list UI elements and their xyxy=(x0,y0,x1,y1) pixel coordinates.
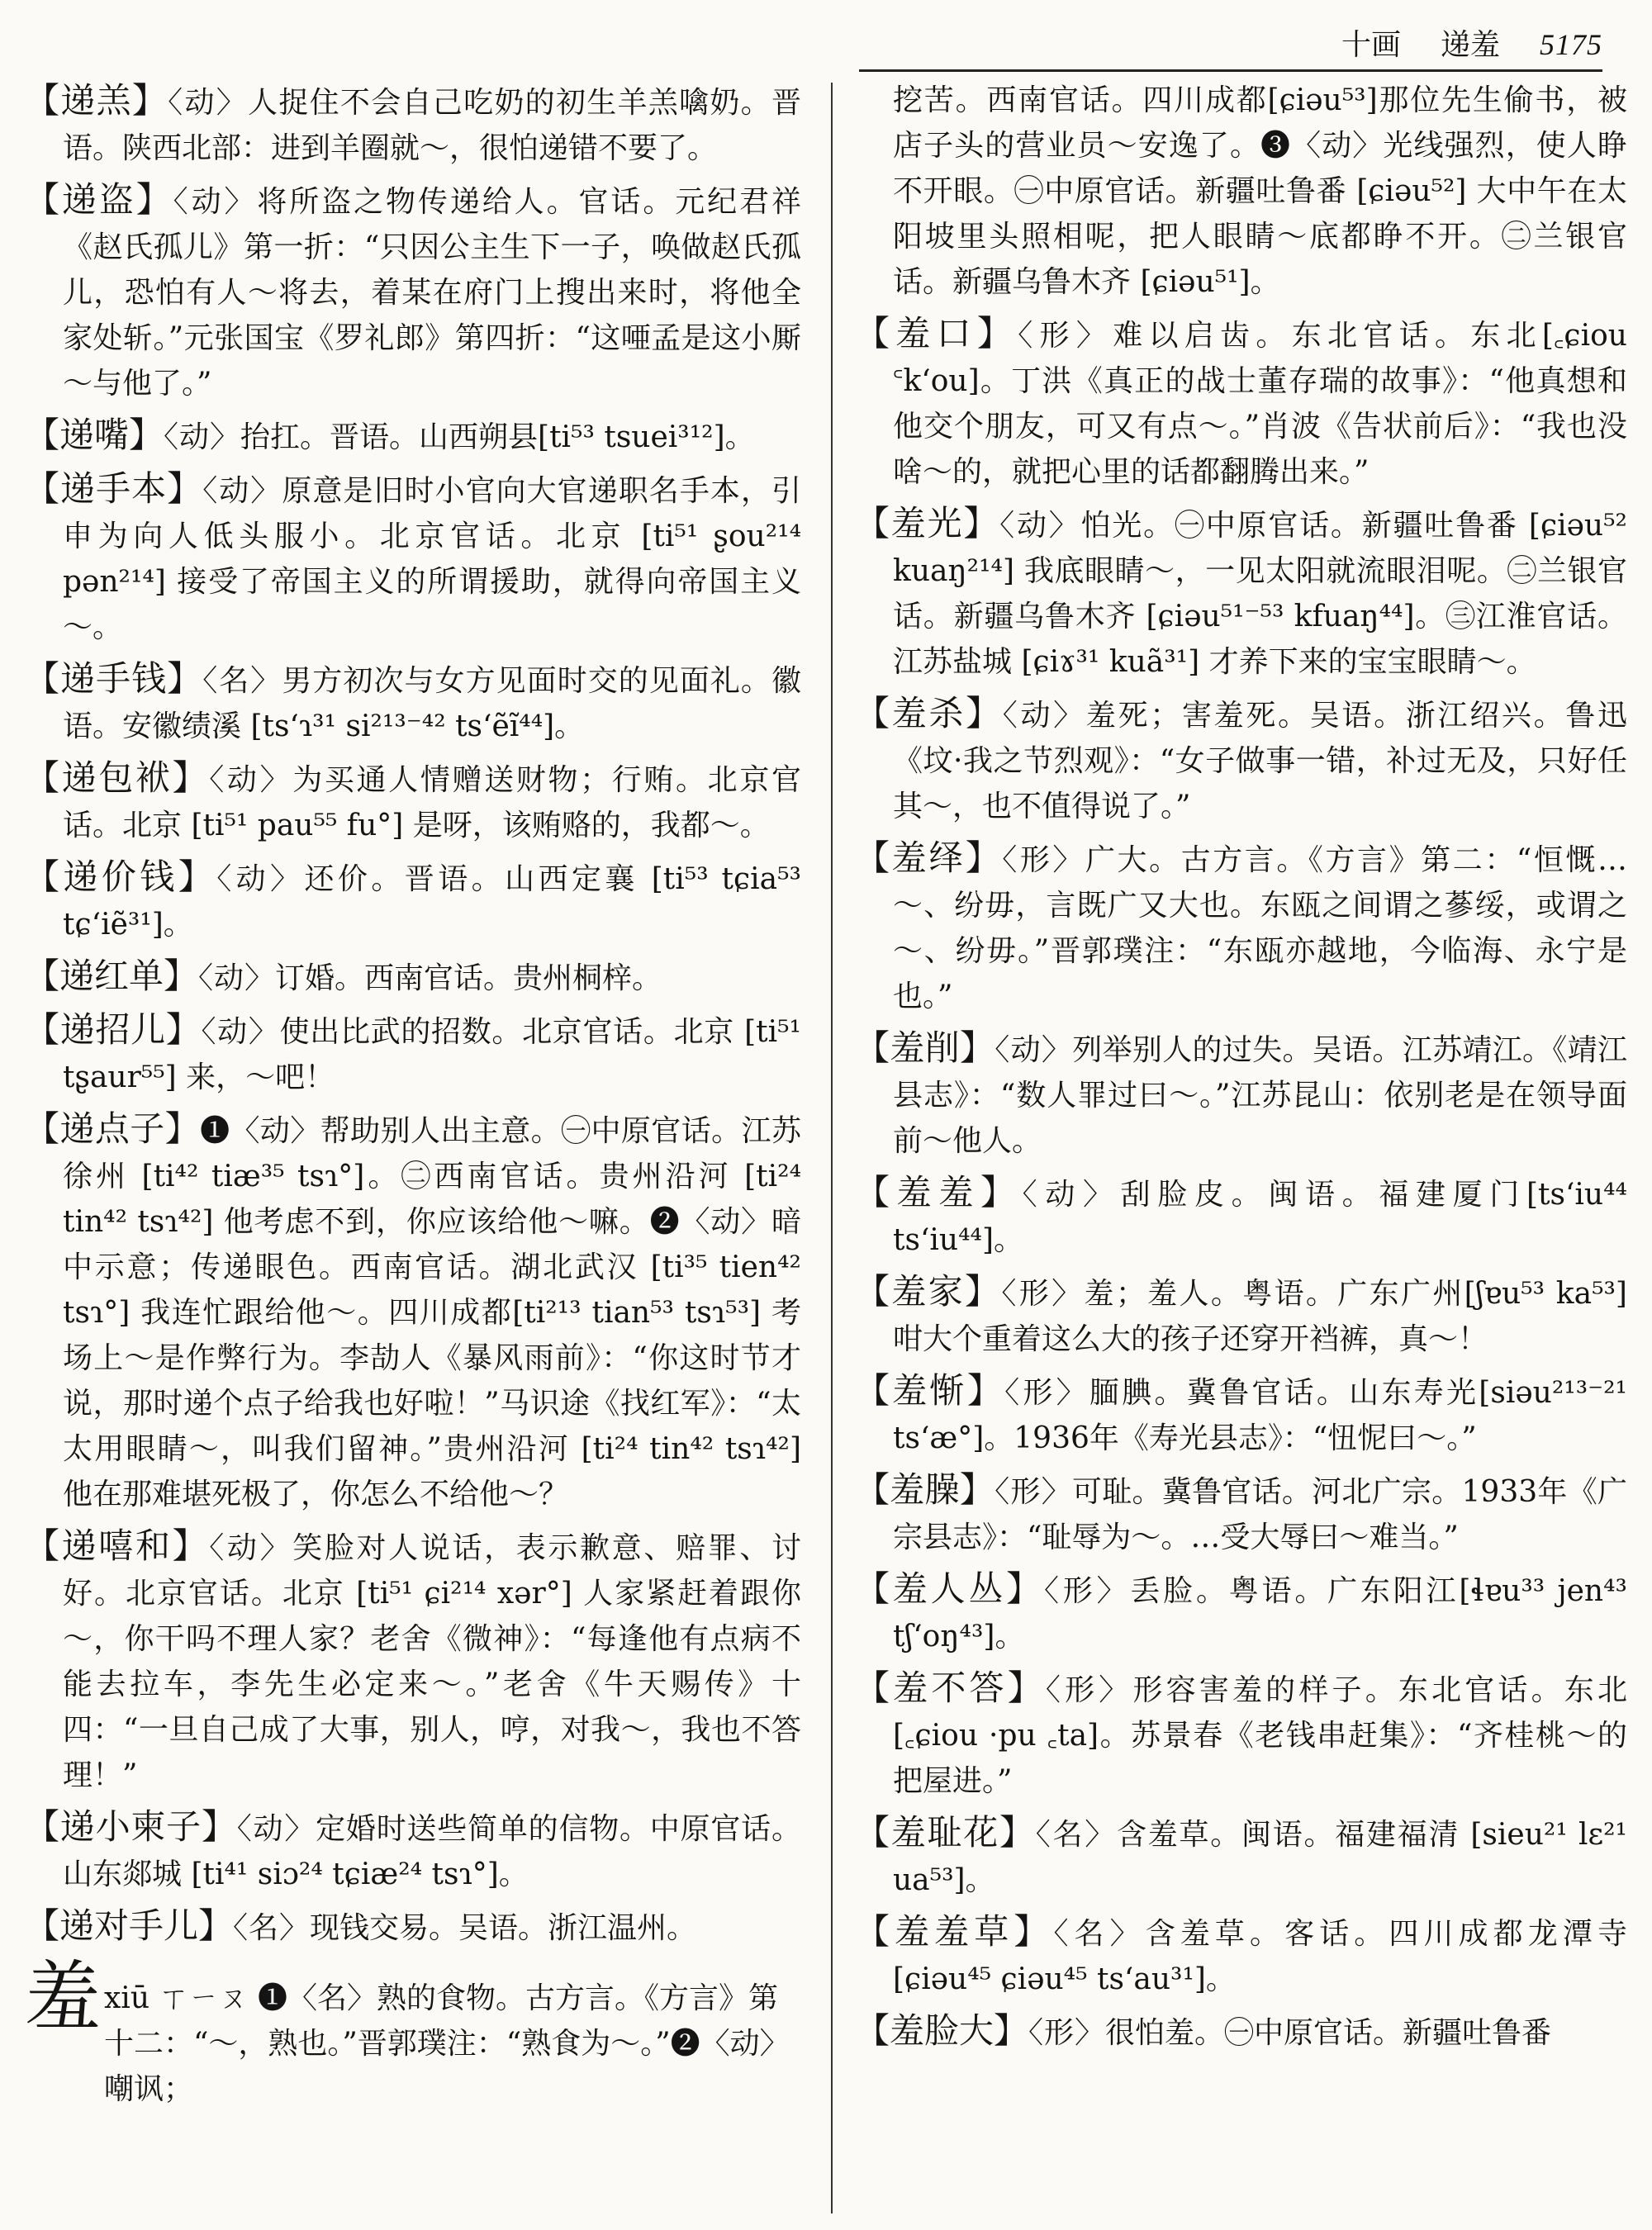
entry-headword: 【递嘻和】 xyxy=(25,1525,210,1566)
entry-definition: 刮脸皮。闽语。福建厦门[tsʻiu⁴⁴ tsʻiu⁴⁴]。 xyxy=(893,1178,1627,1257)
entry-pos: 〈动〉 xyxy=(202,474,282,508)
dictionary-entry xyxy=(25,412,801,460)
dictionary-entry xyxy=(855,835,1627,1019)
right-column xyxy=(855,78,1627,2062)
dictionary-entry xyxy=(855,1170,1627,1263)
dictionary-entry xyxy=(855,1269,1627,1362)
entry-headword: 【递手本】 xyxy=(25,468,203,509)
entry-definition: 很怕羞。㊀中原官话。新疆吐鲁番 xyxy=(1105,2016,1552,2050)
entry-definition: 怕光。㊀中原官话。新疆吐鲁番 [ɕiəu⁵² kuaŋ²¹⁴] 我底眼睛～，一见太阳就流眼泪呢。㊁兰银官话。新疆乌鲁木齐 [ɕiəu⁵¹⁻⁵³ kfuaŋ⁴⁴]。㊂江淮官话。江苏盐城 [ɕiɤ³¹ kuã³¹] 才养下来的宝宝眼睛～。 xyxy=(893,509,1627,679)
dictionary-entry xyxy=(855,1025,1627,1164)
entry-pos: 〈名〉 xyxy=(1035,1818,1117,1852)
page-number: 5175 xyxy=(1540,28,1602,61)
entry-pos: 〈动〉 xyxy=(216,862,305,896)
entry-pos: 〈形〉 xyxy=(1001,1277,1085,1311)
entry-pos: 〈动〉 xyxy=(236,1812,316,1846)
dictionary-entry xyxy=(855,1368,1627,1461)
entry-headword: 【递小柬子】 xyxy=(25,1806,237,1847)
dictionary-entry xyxy=(25,78,801,171)
entry-definition: 为买通人情赠送财物；行贿。北京官话。北京 [ti⁵¹ pau⁵⁵ fu°] 是呀，该贿赂的，我都～。 xyxy=(63,763,801,842)
entry-definition: 羞死；害羞死。吴语。浙江绍兴。鲁迅《坟·我之节烈观》：“女子做事一错，补过无及，只好任其～，也不值得说了。” xyxy=(893,699,1627,823)
entry-headword: 【羞脸大】 xyxy=(855,2010,1029,2051)
entry-pos: 〈形〉 xyxy=(995,1475,1072,1509)
entry-headword: 【羞口】 xyxy=(855,313,1018,353)
character-pinyin: xiū xyxy=(104,1981,150,2015)
character-definition xyxy=(104,1959,801,2112)
entry-definition: 腼腆。冀鲁官话。山东寿光[siəu²¹³⁻²¹ tsʻæ°]。1936年《寿光县志》：“忸怩曰～。” xyxy=(893,1376,1627,1455)
dictionary-entry xyxy=(25,177,801,406)
entry-headword: 【递手钱】 xyxy=(25,658,203,699)
entry-definition: 定婚时送些简单的信物。中原官话。山东郯城 [ti⁴¹ siɔ²⁴ tɕiæ²⁴ tsɿ°]。 xyxy=(63,1812,801,1891)
entry-headword: 【羞羞草】 xyxy=(855,1911,1054,1952)
stroke-count-label: 十画 xyxy=(1341,28,1401,62)
section-label: 递羞 xyxy=(1440,28,1500,62)
entry-definition: 原意是旧时小官向大官递职名手本，引申为向人低头服小。北京官话。北京 [ti⁵¹ ʂou²¹⁴ pən²¹⁴] 接受了帝国主义的所谓援助，就得向帝国主义～。 xyxy=(63,474,801,644)
entry-definition: ❶〈动〉帮助别人出主意。㊀中原官话。江苏徐州 [ti⁴² tiæ³⁵ tsɿ°]。㊁西南官话。贵州沿河 [ti²⁴ tin⁴² tsɿ⁴²] 他考虑不到，你应该给他～嘛。❷〈动〉暗中示意；传递眼色。西南官话。湖北武汉 [ti³⁵ tien⁴² tsɿ°] 我连忙跟给他～。四川成都[ti²¹³ tian⁵³ tsɿ⁵³] 考场上～是作弊行为。李劼人《暴风雨前》：“你这时节才说，那时递个点子给我也好啦！”马识途《找红军》：“太太用眼睛～，叫我们留神。”贵州沿河 [ti²⁴ tin⁴² tsɿ⁴²] 他在那难堪死极了，你怎么不给他～？ xyxy=(63,1114,801,1511)
dictionary-entry xyxy=(855,1810,1627,1903)
character-glyph: 羞 xyxy=(25,1952,102,2041)
entry-definition: 羞；羞人。粤语。广东广州[ʃɐu⁵³ ka⁵³] 咁大个重着这么大的孩子还穿开裆裤，真～！ xyxy=(893,1277,1627,1356)
entry-definition: 男方初次与女方见面时交的见面礼。徽语。安徽绩溪 [tsʻɿ³¹ si²¹³⁻⁴² tsʻẽĩ⁴⁴]。 xyxy=(63,664,801,743)
character-text: ❶〈名〉熟的食物。古方言。《方言》第十二：“～，熟也。”晋郭璞注：“熟食为～。”❷〈动〉嘲讽； xyxy=(104,1981,790,2106)
entry-definition: 使出比武的招数。北京官话。北京 [ti⁵¹ tʂaur⁵⁵] 来，～吧！ xyxy=(63,1015,801,1094)
entry-headword: 【递嘴】 xyxy=(25,415,164,455)
entry-headword: 【羞杀】 xyxy=(855,693,1003,733)
entry-headword: 【递盗】 xyxy=(25,179,173,220)
entry-pos: 〈动〉 xyxy=(995,1033,1073,1067)
dictionary-entry xyxy=(25,466,801,650)
dictionary-entry xyxy=(25,1523,801,1798)
dictionary-entry xyxy=(855,1665,1627,1804)
entry-headword: 【羞人丛】 xyxy=(855,1568,1044,1609)
dictionary-entry xyxy=(855,1909,1627,2002)
continued-text: 挖苦。西南官话。四川成都[ɕiəu⁵³]那位先生偷书，被店子头的营业员～安逸了。❸〈动〉光线强烈，使人睁不开眼。㊀中原官话。新疆吐鲁番 [ɕiəu⁵²] 大中午在太阳坡里头照相呢，把人眼睛～底都睁不开。㊁兰银官话。新疆乌鲁木齐 [ɕiəu⁵¹]。 xyxy=(893,83,1627,299)
entry-headword: 【羞臊】 xyxy=(855,1469,995,1510)
dictionary-entry xyxy=(855,2008,1627,2056)
entry-pos: 〈名〉 xyxy=(202,664,282,698)
dictionary-entry xyxy=(855,1467,1627,1560)
dictionary-entry xyxy=(25,1007,801,1100)
dictionary-entry xyxy=(25,854,801,947)
entry-pos: 〈形〉 xyxy=(1004,1376,1089,1410)
entry-pos: 〈形〉 xyxy=(1043,1574,1131,1608)
entry-pos: 〈名〉 xyxy=(1053,1917,1146,1951)
entry-pos: 〈形〉 xyxy=(1018,319,1113,353)
entry-definition: 将所盗之物传递给人。官话。元纪君祥《赵氏孤儿》第一折：“只因公主生下一子，唤做赵氏孤儿，恐怕有人～将去，着某在府门上搜出来时，将他全家处斩。”元张国宝《罗礼郎》第四折：“这唖孟是这小厮～与他了。” xyxy=(63,185,801,401)
entry-definition: 现钱交易。吴语。浙江温州。 xyxy=(310,1911,697,1945)
entry-definition: 人捉住不会自己吃奶的初生羊羔噙奶。晋语。陕西北部：进到羊圈就～，很怕递错不要了。 xyxy=(63,86,801,165)
dictionary-entry xyxy=(25,953,801,1001)
entry-pos: 〈形〉 xyxy=(1045,1673,1133,1707)
entry-headword: 【羞惭】 xyxy=(855,1370,1005,1411)
entry-definition: 笑脸对人说话，表示歉意、赔罪、讨好。北京官话。北京 [ti⁵¹ ɕi²¹⁴ xər°] 人家紧赶着跟你～，你干吗不理人家？老舍《微神》：“每逢他有点病不能去拉车，李先生必定来～。”老舍《牛天赐传》十四：“一旦自己成了大事，别人，哼，对我～，我也不答理！” xyxy=(63,1531,801,1792)
entry-headword: 【羞光】 xyxy=(855,503,1000,543)
entry-definition: 难以启齿。东北官话。东北[꜀ɕiou ꜂kʻou]。丁洪《真正的战士董存瑞的故事》：“他真想和他交个朋友，可又有点～。”肖波《告状前后》：“我也没啥～的，就把心里的话都翻腾出来。” xyxy=(893,319,1627,489)
character-zhuyin: ㄒㄧㄡ xyxy=(159,1981,249,2015)
entry-pos: 〈形〉 xyxy=(1028,2016,1106,2050)
entry-pos: 〈动〉 xyxy=(173,185,258,219)
entry-headword: 【羞绎】 xyxy=(855,837,1003,878)
entry-definition: 含羞草。闽语。福建福清 [sieu²¹ lɛ²¹ ua⁵³]。 xyxy=(893,1818,1627,1897)
entry-definition: 可耻。冀鲁官话。河北广宗。1933年《广宗县志》：“耻辱为～。…受大辱曰～难当。” xyxy=(893,1475,1627,1554)
entry-headword: 【羞耻花】 xyxy=(855,1812,1036,1853)
entry-definition: 还价。晋语。山西定襄 [ti⁵³ tɕia⁵³ tɕʻiẽ³¹]。 xyxy=(63,862,801,942)
entry-pos: 〈动〉 xyxy=(1022,1178,1121,1212)
dictionary-entry xyxy=(855,690,1627,829)
entry-headword: 【递价钱】 xyxy=(25,856,217,897)
dictionary-entry xyxy=(25,755,801,848)
entry-headword: 【递招儿】 xyxy=(25,1009,202,1050)
character-entry xyxy=(25,1952,801,2112)
dictionary-entry xyxy=(25,1804,801,1897)
entry-pos: 〈动〉 xyxy=(209,763,293,797)
dictionary-entry xyxy=(855,1566,1627,1659)
entry-headword: 【递羔】 xyxy=(25,80,169,121)
entry-pos: 〈形〉 xyxy=(1002,843,1085,877)
dictionary-entry xyxy=(855,311,1627,495)
left-column xyxy=(25,78,801,2112)
entry-headword: 【递对手儿】 xyxy=(25,1905,234,1946)
entry-definition: 抬扛。晋语。山西朔县[ti⁵³ tsuei³¹²]。 xyxy=(240,420,755,454)
entry-headword: 【递点子】 xyxy=(25,1108,201,1149)
entry-definition: 含羞草。客话。四川成都龙潭寺 [ɕiəu⁴⁵ ɕiəu⁴⁵ tsʻau³¹]。 xyxy=(893,1917,1627,1996)
entry-pos: 〈名〉 xyxy=(233,1911,311,1945)
dictionary-entry xyxy=(855,501,1627,685)
column-divider xyxy=(831,83,833,2213)
entry-headword: 【羞削】 xyxy=(855,1027,995,1068)
dictionary-entry xyxy=(25,1903,801,1951)
dictionary-entry xyxy=(25,656,801,749)
entry-headword: 【羞不答】 xyxy=(855,1668,1046,1708)
entry-pos: 〈动〉 xyxy=(201,1015,280,1049)
entry-headword: 【递红单】 xyxy=(25,956,199,996)
entry-pos: 〈动〉 xyxy=(999,509,1081,543)
entry-pos: 〈动〉 xyxy=(198,961,276,995)
entry-headword: 【递包袱】 xyxy=(25,757,210,798)
entry-pos: 〈动〉 xyxy=(164,420,241,454)
entry-definition: 广大。古方言。《方言》第二：“恒慨…～、纷毋，言既广又大也。东瓯之间谓之蔘绥，或谓之～、纷毋。”晋郭璞注：“东瓯亦越地，今临海、永宁是也。” xyxy=(893,843,1627,1013)
entry-definition: 丢脸。粤语。广东阳江[ɬɐu³³ jen⁴³ tʃʻoŋ⁴³]。 xyxy=(893,1574,1627,1654)
entry-pos: 〈动〉 xyxy=(1002,699,1086,733)
entry-definition: 订婚。西南官话。贵州桐梓。 xyxy=(275,961,662,995)
entry-definition: 形容害羞的样子。东北官话。东北 [꜀ɕiou ·pu ꜀ta]。苏景春《老钱串赶集》：“齐桂桃～的把屋进。” xyxy=(893,1673,1627,1798)
dictionary-entry xyxy=(25,1106,801,1517)
entry-pos: 〈动〉 xyxy=(168,86,249,120)
entry-pos: 〈动〉 xyxy=(209,1531,293,1565)
page-header xyxy=(859,21,1602,72)
entry-headword: 【羞羞】 xyxy=(855,1172,1023,1212)
entry-headword: 【羞家】 xyxy=(855,1271,1002,1312)
entry-definition: 列举别人的过失。吴语。江苏靖江。《靖江县志》：“数人罪过曰～。”江苏昆山：依别老是在领导面前～他人。 xyxy=(893,1033,1627,1158)
